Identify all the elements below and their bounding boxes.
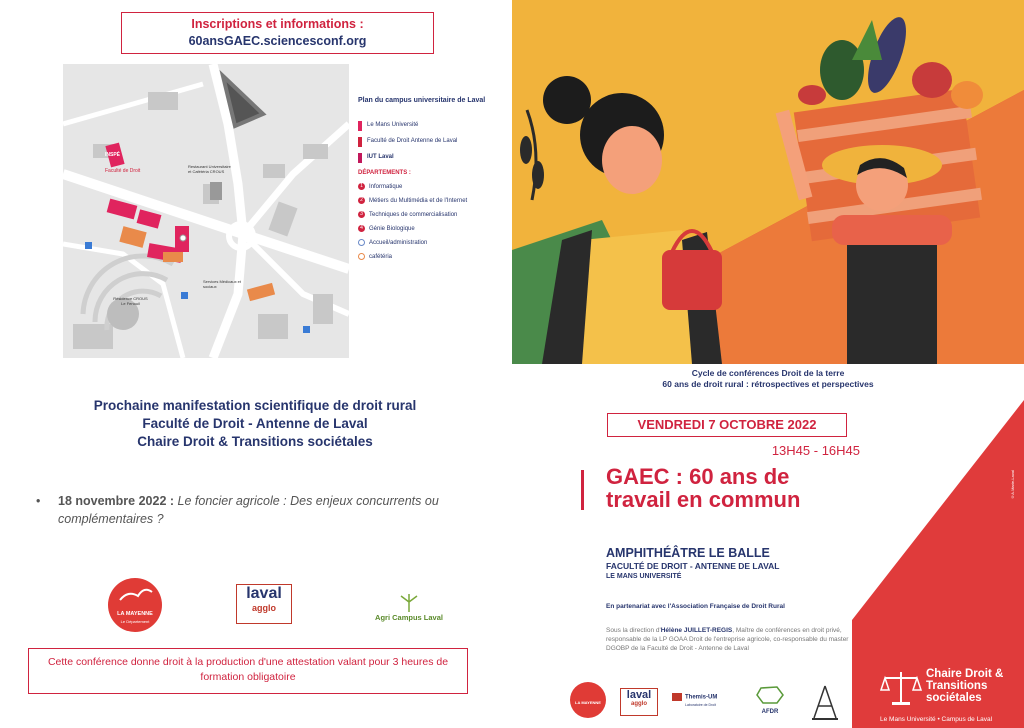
dept-label: Métiers du Multimédia et de l'Internet xyxy=(369,198,468,204)
dept-label: Informatique xyxy=(369,184,403,190)
campus-map xyxy=(63,64,349,358)
venue xyxy=(606,546,866,582)
legend-dept-4 xyxy=(358,225,488,233)
agricampus-tree-icon xyxy=(389,592,429,612)
chaire-logo xyxy=(874,664,1024,728)
conference-cycle xyxy=(512,368,1024,390)
next-event-line3: Chaire Droit & Transitions sociétales xyxy=(137,434,373,449)
dept-label: Génie Biologique xyxy=(369,226,415,232)
venue-line3: LE MANS UNIVERSITÉ xyxy=(606,573,682,580)
event-topic: Le foncier agricole : Des enjeux concurrents ou complémentaires ? xyxy=(58,494,439,526)
partnership: En partenariat avec l'Association Française de Droit Rural xyxy=(606,603,785,610)
chaire-title: Chaire Droit & Transitions sociétales xyxy=(926,668,1004,704)
map-label-faculte: Faculté de Droit xyxy=(105,168,141,174)
legend-item-lmu xyxy=(358,121,488,131)
farmers-illustration xyxy=(512,0,1024,364)
legend-label: Faculté de Droit Antenne de Laval xyxy=(367,138,458,144)
mayenne-logo-text: LA MAYENNE xyxy=(117,611,153,617)
legend-dept-1 xyxy=(358,183,488,191)
legend-item-iut xyxy=(358,153,488,163)
map-label-restaurant: Restaurant Universitaire et Cafétéria CROUS xyxy=(188,164,231,174)
right-panel xyxy=(512,0,1024,728)
event-title-line2: travail en commun xyxy=(606,487,801,512)
laval-logo-sub: agglo xyxy=(252,603,276,613)
next-event-line2: Faculté de Droit - Antenne de Laval xyxy=(142,416,368,431)
dept-number-badge: 3 xyxy=(358,211,365,218)
next-event-line1: Prochaine manifestation scientifique de droit rural xyxy=(93,398,417,413)
legend-dept-2 xyxy=(358,197,488,205)
agricampus-logo xyxy=(372,592,446,632)
direction-text xyxy=(606,626,856,653)
title-accent-bar xyxy=(581,470,584,510)
mayenne-logo-sub: Le Département xyxy=(120,619,150,624)
event-date: 18 novembre 2022 : xyxy=(58,494,175,508)
legend-label: IUT Laval xyxy=(367,154,394,160)
legend-accueil xyxy=(358,239,488,247)
map-label-residence: Résidence CROUS Le Fenouil xyxy=(113,296,148,306)
dept-number-badge: 4 xyxy=(358,225,365,232)
legend-cafeteria xyxy=(358,253,488,261)
map-label-inspe: INSPÉ xyxy=(105,152,121,158)
laval-agglo-logo-small: laval agglo xyxy=(620,688,658,716)
bullet-icon: • xyxy=(36,494,41,508)
institution-logo xyxy=(810,684,840,720)
director-name: Hélène JUILLET-REGIS xyxy=(660,627,733,634)
legend-departements-title: DÉPARTEMENTS : xyxy=(358,170,411,176)
chaire-subtitle: Le Mans Université • Campus de Laval xyxy=(880,716,993,723)
farmers-illustration-graphic xyxy=(512,0,1024,364)
legend-marker-icon xyxy=(358,121,362,131)
registration-url[interactable]: 60ansGAEC.sciencesconf.org xyxy=(188,34,367,48)
laval-agglo-logo xyxy=(236,584,292,624)
legend-item-faculte xyxy=(358,137,488,147)
event-title-line1: GAEC : 60 ans de xyxy=(606,464,790,489)
next-event-heading xyxy=(20,397,490,451)
scales-of-justice-icon xyxy=(880,668,922,708)
direction-prefix: Sous la direction d' xyxy=(606,627,661,634)
attestation-box: Cette conférence donne droit à la production d'une attestation valant pour 3 heures de formation obligatoire xyxy=(28,648,468,694)
agricampus-logo-text: Agri Campus Laval xyxy=(375,613,443,622)
cycle-line1: Cycle de conférences Droit de la terre xyxy=(691,368,845,378)
afdr-logo: AFDR xyxy=(750,686,790,716)
dept-number-badge: 1 xyxy=(358,183,365,190)
cycle-line2: 60 ans de droit rural : rétrospectives et perspectives xyxy=(662,379,874,389)
legend-label: Le Mans Université xyxy=(367,122,419,128)
event-bullet xyxy=(36,492,486,528)
legend-marker-icon xyxy=(358,137,362,147)
event-title xyxy=(606,465,866,511)
afdr-map-icon xyxy=(755,686,785,704)
themis-icon xyxy=(672,693,682,701)
mayenne-logo xyxy=(108,578,162,632)
accueil-icon xyxy=(358,239,365,246)
dept-number-badge: 2 xyxy=(358,197,365,204)
map-legend-title: Plan du campus universitaire de Laval xyxy=(358,97,486,104)
image-credit: ©A.Marie-Laval xyxy=(1010,470,1015,500)
registration-title: Inscriptions et informations : xyxy=(191,17,364,31)
dept-label: Techniques de commercialisation xyxy=(369,212,458,218)
venue-line2: FACULTÉ DE DROIT - ANTENNE DE LAVAL xyxy=(606,561,780,571)
event-date-box: VENDREDI 7 OCTOBRE 2022 xyxy=(607,413,847,437)
direction-rest: , Maître de conférences en droit privé, responsable de la LP GOAA Droit de l'entreprise agricole, co-responsable du master DGOBP de la Faculté de Droit - Antenne de Laval xyxy=(606,627,849,652)
accueil-label: Accueil/administration xyxy=(369,240,428,246)
mayenne-logo-small: LA MAYENNE xyxy=(570,682,606,718)
mayenne-logo-icon xyxy=(108,578,162,608)
laval-logo-text: laval xyxy=(246,585,282,602)
legend-dept-3 xyxy=(358,211,488,219)
building-logo-icon xyxy=(810,684,840,720)
map-legend xyxy=(358,96,488,267)
registration-box xyxy=(121,12,434,54)
map-label-services: Services Médicaux et sociaux xyxy=(203,279,242,289)
campus-map-graphic xyxy=(63,64,349,358)
event-hours: 13H45 - 16H45 xyxy=(771,443,860,458)
cafeteria-icon xyxy=(358,253,365,260)
cafeteria-label: cafétéria xyxy=(369,254,393,260)
legend-marker-icon xyxy=(358,153,362,163)
venue-line1: AMPHITHÉÂTRE LE BALLE xyxy=(606,546,770,560)
themis-logo: Themis-UM Laboratoire de Droit xyxy=(672,693,732,709)
